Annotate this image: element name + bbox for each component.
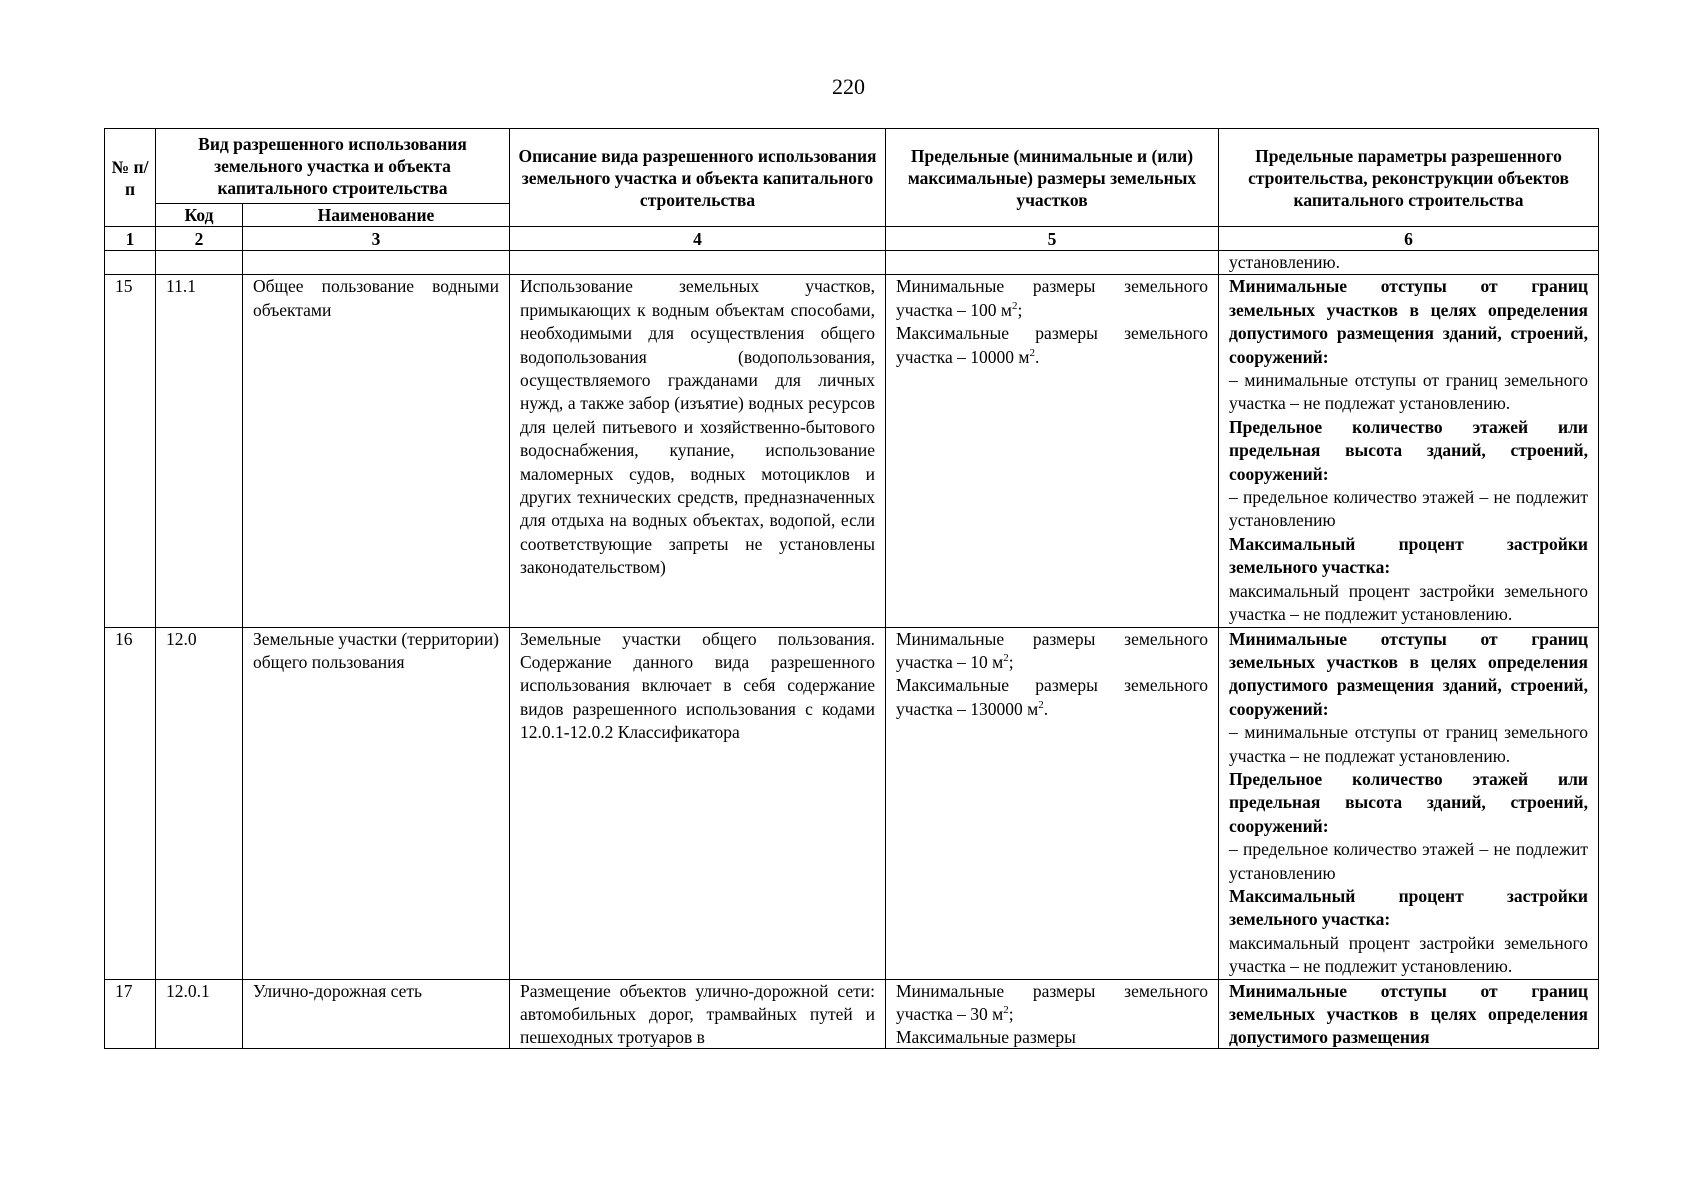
column-number: 6 — [1219, 227, 1599, 251]
column-number: 5 — [886, 227, 1219, 251]
column-number-row — [105, 227, 1599, 251]
header-parameters: Предельные параметры разрешенного строительства, реконструкции объектов капитального строительства — [1219, 129, 1599, 227]
land-use-table — [104, 128, 1599, 1049]
setback-text: – минимальные отступы от границ земельного участка – не подлежат установлению. — [1229, 370, 1588, 414]
row-description: Земельные участки общего пользования. Содержание данного вида разрешенного использования включает в себя содержание видов разрешенного использования с кодами 12.0.1-12.0.2 Классификатора — [510, 627, 886, 979]
header-plot-size: Предельные (минимальные и (или) максимальные) размеры земельных участков — [886, 129, 1219, 227]
size-min: Минимальные размеры земельного участка – 100 м — [896, 276, 1208, 320]
column-number: 2 — [156, 227, 243, 251]
row-code: 12.0.1 — [166, 980, 210, 1001]
row-plot-size: Минимальные размеры земельного участка – 10 $м^2$; Максимальные размеры земельного участка – 130000 $м^2$. — [886, 627, 1219, 979]
table-row — [105, 627, 1599, 979]
floors-text: – предельное количество этажей – не подлежит установлению — [1229, 839, 1588, 883]
header-description: Описание вида разрешенного использования земельного участка и объекта капитального строительства — [510, 129, 886, 227]
floors-text: – предельное количество этажей – не подлежит установлению — [1229, 487, 1588, 531]
size-min: Минимальные размеры земельного участка – 10 м — [896, 628, 1208, 672]
table-header-row — [105, 129, 1599, 204]
floors-heading: Предельное количество этажей или предельная высота зданий, строений, сооружений: — [1229, 768, 1588, 836]
page-number: 220 — [832, 74, 865, 99]
continuation-text: установлению. — [1219, 251, 1599, 275]
table-row — [105, 979, 1599, 1048]
row-number: 15 — [105, 275, 156, 627]
continuation-row — [105, 251, 1599, 275]
row-plot-size: Минимальные размеры земельного участка – 30 $м^2$; Максимальные размеры — [896, 980, 1208, 1048]
setback-heading: Минимальные отступы от границ земельных участков в целях определения допустимого размещения — [1229, 980, 1588, 1048]
setback-heading: Минимальные отступы от границ земельных участков в целях определения допустимого размещения зданий, строений, сооружений: — [1229, 276, 1588, 367]
header-number: № п/п — [105, 129, 156, 227]
header-name: Наименование — [243, 204, 510, 227]
row-number: 16 — [105, 627, 156, 979]
row-description: Использование земельных участков, примыкающих к водным объектам способами, необходимыми для осуществления общего водопользования (водопользования, осуществляемого гражданами для личных нужд, а также забор (изъятие) водных ресурсов для целей питьевого и хозяйственно-бытового водоснабжения, купание, использование маломерных судов, водных мотоциклов и других технических средств, предназначенных для отдыха на водных объектах, водопой, если соответствующие запреты не установлены законодательством) — [510, 275, 886, 627]
row-code: 11.1 — [156, 275, 243, 627]
table-row — [105, 275, 1599, 627]
size-min: Минимальные размеры земельного участка – 30 м — [896, 980, 1208, 1024]
setback-heading: Минимальные отступы от границ земельных участков в целях определения допустимого размещения зданий, строений, сооружений: — [1229, 628, 1588, 719]
coverage-text: максимальный процент застройки земельного участка – не подлежит установлению. — [1229, 932, 1588, 977]
row-code: 12.0 — [156, 627, 243, 979]
header-code: Код — [156, 204, 243, 227]
coverage-text: максимальный процент застройки земельного участка – не подлежит установлению. — [1229, 580, 1588, 625]
floors-heading: Предельное количество этажей или предельная высота зданий, строений, сооружений: — [1229, 416, 1588, 484]
column-number: 3 — [243, 227, 510, 251]
coverage-heading: Максимальный процент застройки земельного участка: — [1229, 533, 1588, 578]
row-description: Размещение объектов улично-дорожной сети: автомобильных дорог, трамвайных путей и пешеходных тротуаров в — [520, 980, 875, 1048]
row-plot-size: Минимальные размеры земельного участка – 100 $м^2$; Максимальные размеры земельного участка – 10000 $м^2$. — [886, 275, 1219, 627]
setback-text: – минимальные отступы от границ земельного участка – не подлежат установлению. — [1229, 722, 1588, 766]
coverage-heading: Максимальный процент застройки земельного участка: — [1229, 885, 1588, 930]
size-max: Максимальные размеры земельного участка – 10000 м — [896, 323, 1208, 367]
row-parameters — [1219, 275, 1599, 627]
size-max: Максимальные размеры земельного участка – 130000 м — [896, 675, 1208, 719]
row-parameters — [1219, 627, 1599, 979]
column-number: 4 — [510, 227, 886, 251]
row-number: 17 — [115, 980, 133, 1001]
row-name: Улично-дорожная сеть — [253, 980, 423, 1001]
column-number: 1 — [105, 227, 156, 251]
header-use-type: Вид разрешенного использования земельного участка и объекта капитального строительства — [156, 129, 510, 204]
size-max: Максимальные размеры — [896, 1027, 1076, 1048]
row-name: Земельные участки (территории) общего пользования — [243, 627, 510, 979]
row-name: Общее пользование водными объектами — [243, 275, 510, 627]
